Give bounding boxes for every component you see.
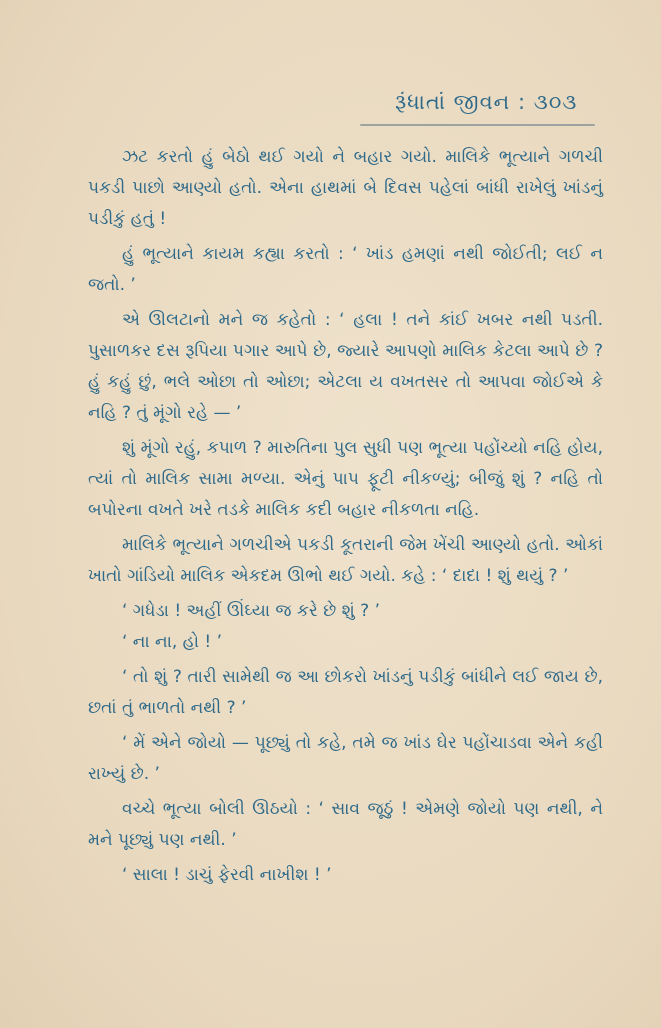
paragraph-2: હું ભૂત્યાને કાયમ કહ્યા કરતો : ‘ ખાંડ હમણાં નથી જોઈતી; લઈ ન જતો. ’: [88, 244, 603, 295]
paragraph-3: એ ઊલટાનો મને જ કહેતો : ‘ હલા ! તને કાંઈ ખબર નથી પડતી. પુસાળકર દસ રૂપિયા પગાર આપે છે, જ્યારે આપણો માલિક કેટલા આપે છે ? હું કહું છું, ભલે ઓછા તો ઓછા; એટલા ય વખતસર તો આપવા જોઈએ કે નહિ ? તું મૂંગો રહે — ’: [88, 310, 603, 423]
paragraph-5: માલિકે ભૂત્યાને ગળચીએ પકડી કૂતરાની જેમ ખેંચી આણ્યો હતો. ઓકાં ખાતો ગાંડિયો માલિક એકદમ ઊભો થઈ ગયો. કહે : ‘ દાદા ! શું થયું ? ’: [88, 535, 603, 586]
paragraph-10: વચ્ચે ભૂત્યા બોલી ઊઠયો : ‘ સાવ જૂઠું ! એમણે જોયો પણ નથી, ને મને પૂછ્યું પણ નથી. ’: [88, 799, 603, 850]
paragraph-7: ‘ ના ના, હો ! ’: [122, 632, 223, 652]
paragraph-6: ‘ ગધેડા ! અહીં ઊંઘ્યા જ કરે છે શું ? ’: [122, 601, 380, 621]
paragraph-1: ઝટ કરતો હું બેઠો થઈ ગયો ને બહાર ગયો. માલિકે ભૂત્યાને ગળચી પકડી પાછો આણ્યો હતો. એના હાથમાં બે દિવસ પહેલાં બાંધી રાખેલું ખાંડનું પડીકું હતું !: [88, 147, 603, 229]
paragraph-8: ‘ તો શું ? તારી સામેથી જ આ છોકરો ખાંડનું પડીકું બાંધીને લઈ જાય છે, છતાં તું ભાળતો નથી ? ’: [88, 667, 603, 718]
running-head: રૂંધાતાં જીવન : ૩૦૩: [395, 90, 578, 114]
paragraph-9: ‘ મેં એને જોયો — પૂછ્યું તો કહે, તમે જ ખાંડ ઘેર પહોંચાડવા એને કહી રાખ્યું છે. ’: [88, 733, 603, 784]
header-rule: [360, 124, 595, 126]
body-text: [88, 142, 603, 891]
paragraph-11: ‘ સાલા ! ડાચું ફેરવી નાખીશ ! ’: [122, 865, 332, 885]
paragraph-4: શું મૂંગો રહું, કપાળ ? મારુતિના પુલ સુધી પણ ભૂત્યા પહોંચ્યો નહિ હોય, ત્યાં તો માલિક સામા મળ્યા. એનું પાપ ફૂટી નીકળ્યું; બીજું શું ? નહિ તો બપોરના વખતે ખરે તડકે માલિક કદી બહાર નીકળતા નહિ.: [88, 438, 603, 520]
